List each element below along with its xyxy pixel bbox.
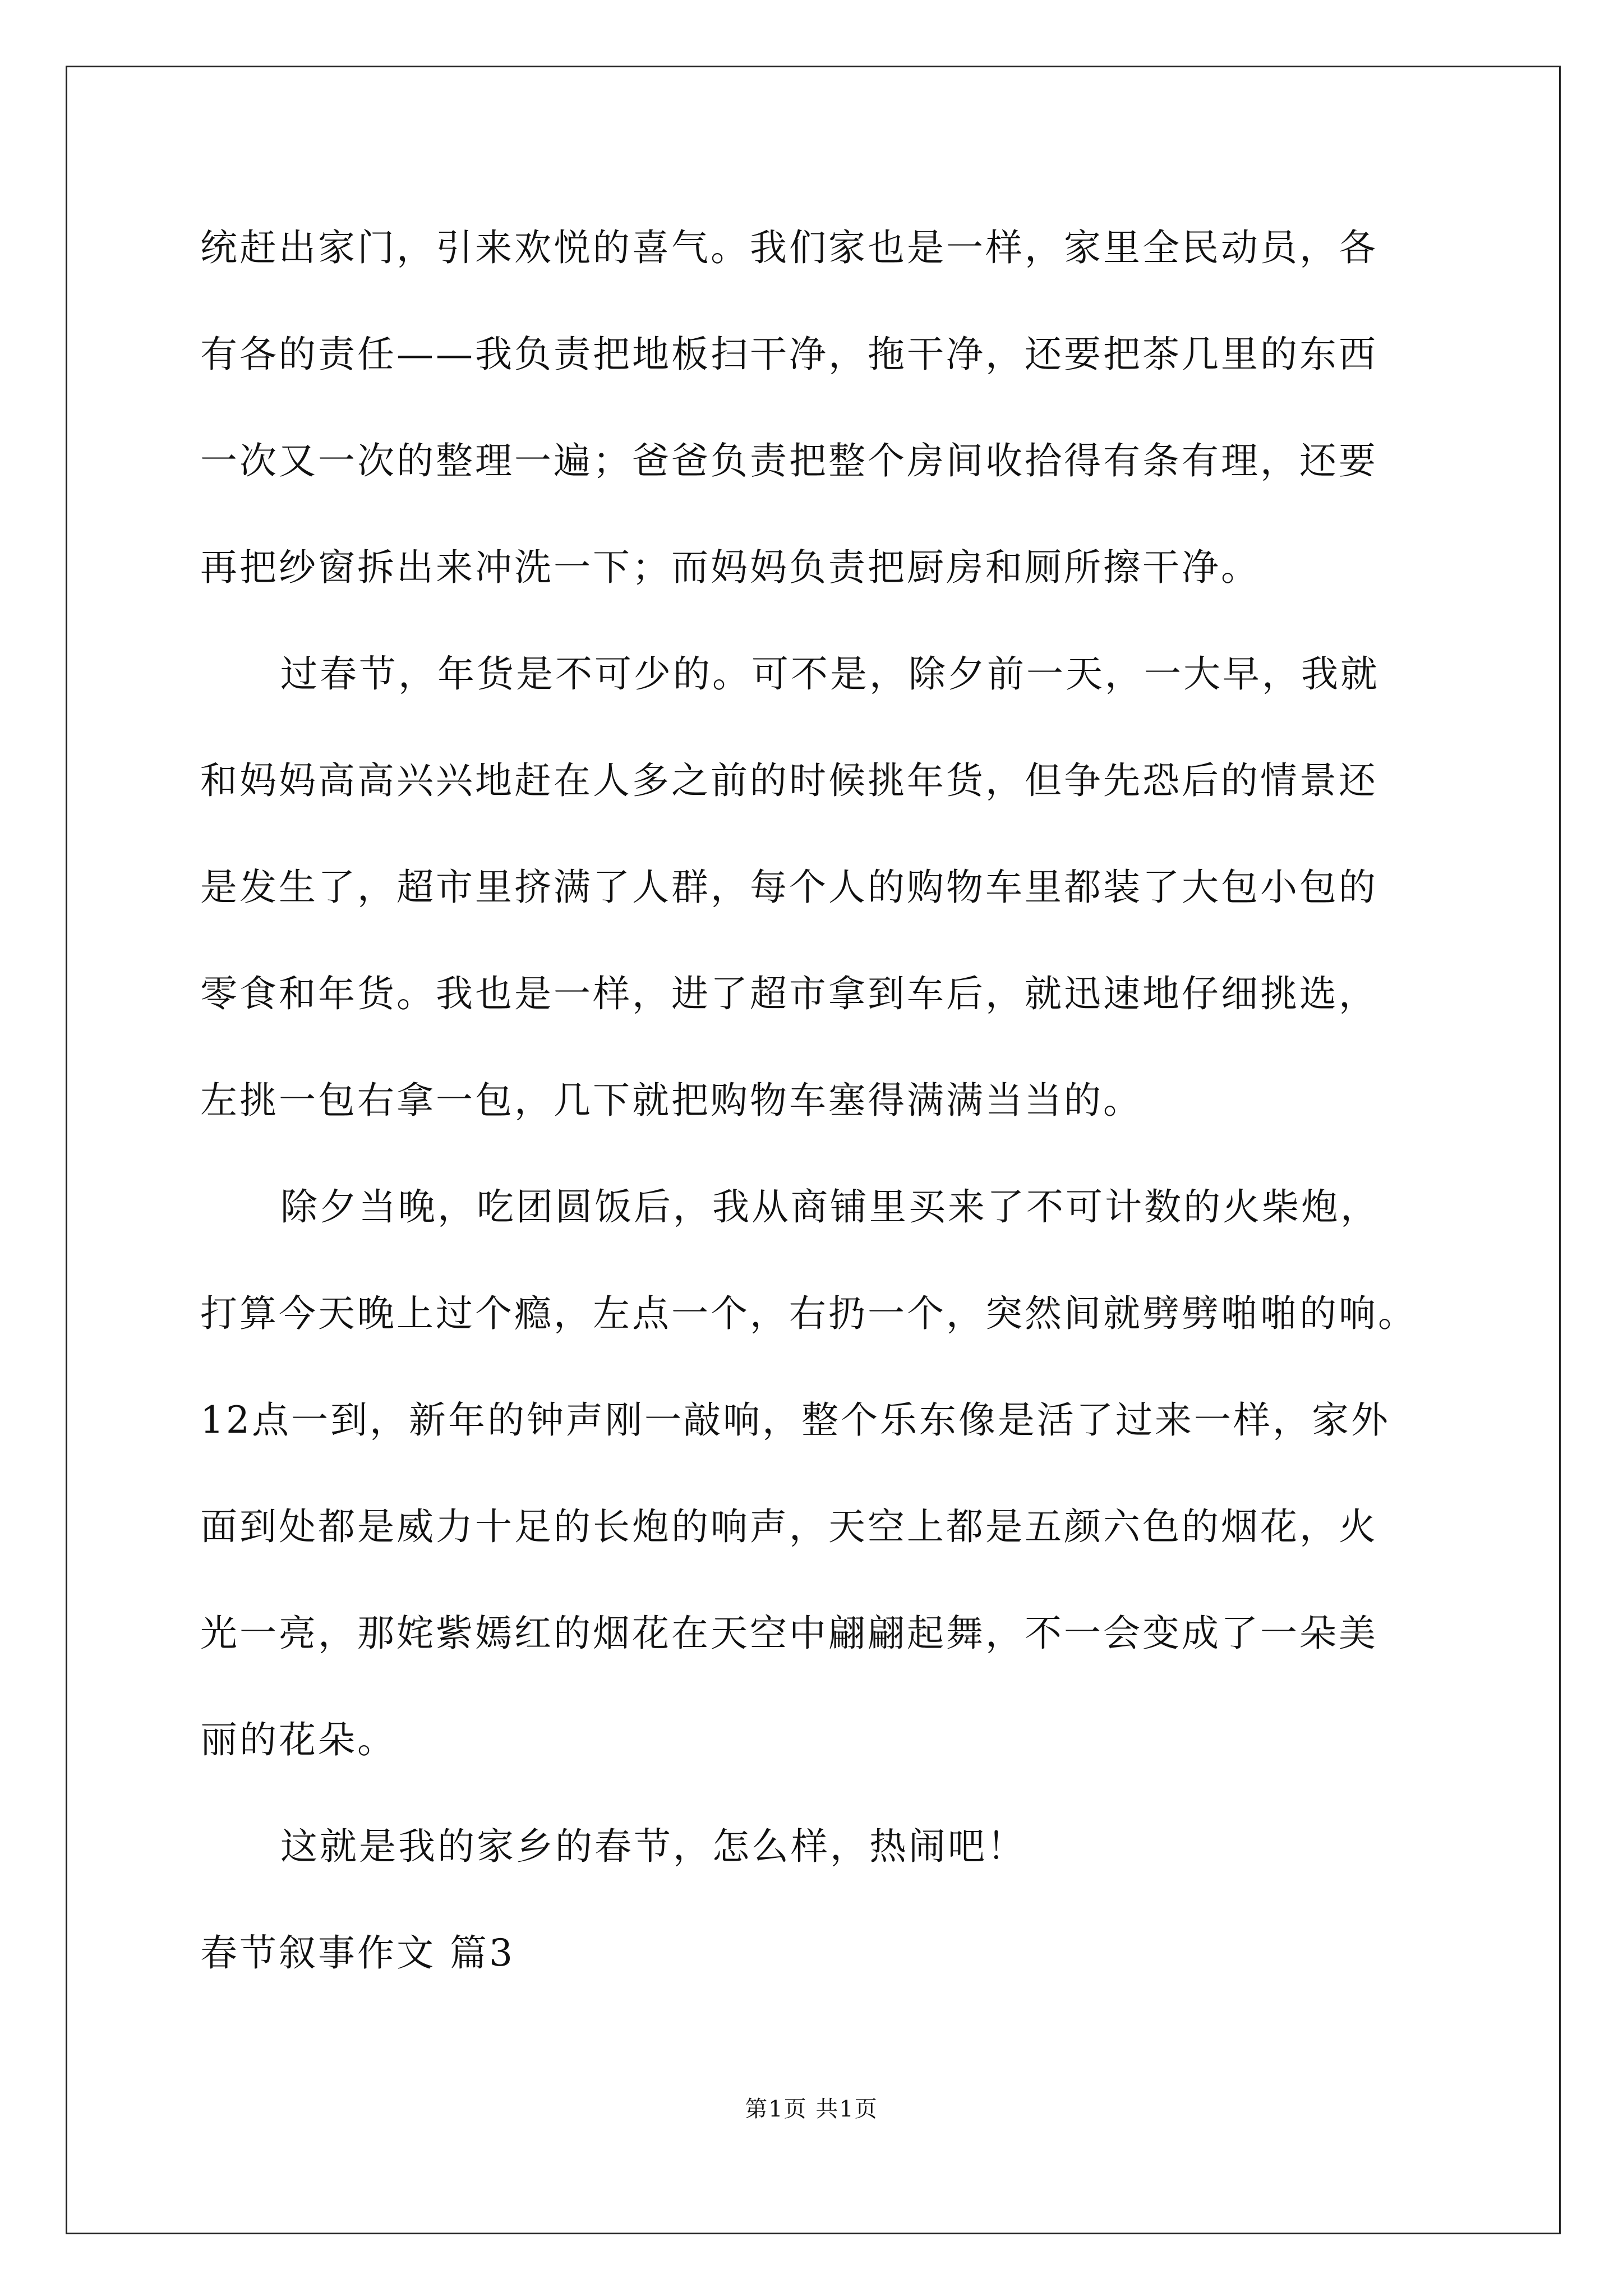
section-heading: 春节叙事作文 篇3 xyxy=(200,1931,515,1975)
text-line: 再把纱窗拆出来冲洗一下；而妈妈负责把厨房和厕所擦干净。 xyxy=(200,546,1260,589)
text-line: 面到处都是威力十足的长炮的响声，天空上都是五颜六色的烟花，火 xyxy=(200,1505,1378,1548)
text-line: 左挑一包右拿一包，几下就把购物车塞得满满当当的。 xyxy=(200,1079,1142,1122)
paragraph-start-line: 这就是我的家乡的春节，怎么样，热闹吧！ xyxy=(280,1825,1026,1868)
text-line: 12点一到，新年的钟声刚一敲响，整个乐东像是活了过来一样，家外 xyxy=(200,1398,1390,1442)
page-border xyxy=(66,66,1561,2234)
text-line: 是发生了，超市里挤满了人群，每个人的购物车里都装了大包小包的 xyxy=(200,866,1378,909)
text-line: 有各的责任——我负责把地板扫干净，拖干净，还要把茶几里的东西 xyxy=(200,333,1378,376)
paragraph-start-line: 过春节，年货是不可少的。可不是，除夕前一天，一大早，我就 xyxy=(280,652,1380,696)
text-line: 打算今天晚上过个瘾，左点一个，右扔一个，突然间就劈劈啪啪的响。 xyxy=(200,1292,1417,1335)
text-line: 统赶出家门，引来欢悦的喜气。我们家也是一样，家里全民动员，各 xyxy=(200,226,1378,269)
text-line: 光一亮，那姹紫嫣红的烟花在天空中翩翩起舞，不一会变成了一朵美 xyxy=(200,1612,1378,1655)
text-line: 一次又一次的整理一遍；爸爸负责把整个房间收拾得有条有理，还要 xyxy=(200,439,1378,482)
paragraph-start-line: 除夕当晚，吃团圆饭后，我从商铺里买来了不可计数的火柴炮， xyxy=(280,1185,1380,1228)
text-line: 丽的花朵。 xyxy=(200,1718,396,1761)
text-line: 零食和年货。我也是一样，进了超市拿到车后，就迅速地仔细挑选， xyxy=(200,972,1378,1015)
text-line: 和妈妈高高兴兴地赶在人多之前的时候挑年货，但争先恐后的情景还 xyxy=(200,759,1378,802)
page-footer: 第1页 共1页 xyxy=(745,2096,878,2122)
